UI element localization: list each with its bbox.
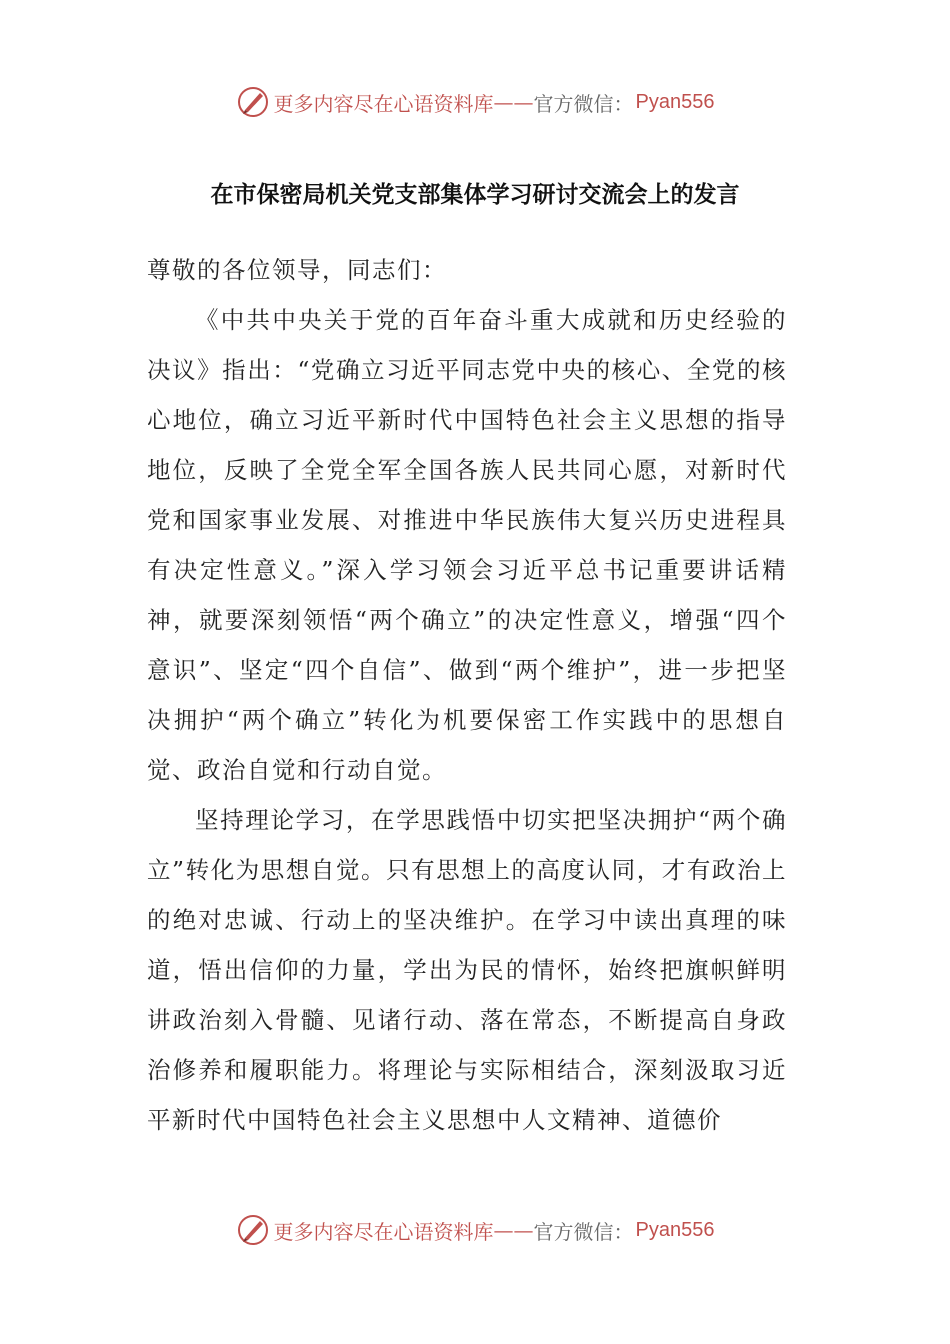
banner-dash: —— <box>493 90 534 114</box>
banner-dash: —— <box>493 1218 534 1242</box>
banner-red-text: 更多内容尽在心语资料库 <box>273 91 494 116</box>
header-watermark-banner <box>0 82 950 122</box>
banner-grey-text: 官方微信： <box>533 1219 634 1244</box>
paragraph-1: 《中共中央关于党的百年奋斗重大成就和历史经验的决议》指出：“党确立习近平同志党中央的核心、全党的核心地位，确立习近平新时代中国特色社会主义思想的指导地位，反映了全党全军全国各族人民共同心愿，对新时代党和国家事业发展、对推进中华民族伟大复兴历史进程具有决定性意义。”深入学习领会习近平总书记重要讲话精神，就要深刻领悟“两个确立”的决定性意义，增强“四个意识”、坚定“四个自信”、做到“两个维护”，进一步把坚决拥护“两个确立”转化为机要保密工作实践中的思想自觉、政治自觉和行动自觉。 <box>147 306 787 784</box>
document-title: 在市保密局机关党支部集体学习研讨交流会上的发言 <box>210 182 740 208</box>
paragraph-2: 坚持理论学习，在学思践悟中切实把坚决拥护“两个确立”转化为思想自觉。只有思想上的高度认同，才有政治上的绝对忠诚、行动上的坚决维护。在学习中读出真理的味道，悟出信仰的力量，学出为民的情怀，始终把旗帜鲜明讲政治刻入骨髓、见诸行动、落在常态，不断提高自身政治修养和履职能力。将理论与实际相结合，深刻汲取习近平新时代中国特色社会主义思想中人文精神、道德价 <box>147 806 787 1134</box>
banner-grey-text: 官方微信： <box>533 91 634 116</box>
document-body <box>147 245 787 1145</box>
banner-wechat-id: Pyan556 <box>635 1218 715 1241</box>
salutation: 尊敬的各位领导，同志们： <box>147 256 447 284</box>
pen-logo-icon <box>236 85 270 119</box>
banner-wechat-id: Pyan556 <box>635 90 715 113</box>
pen-logo-icon <box>236 1213 270 1247</box>
footer-watermark-banner <box>0 1210 950 1250</box>
banner-red-text: 更多内容尽在心语资料库 <box>273 1219 494 1244</box>
